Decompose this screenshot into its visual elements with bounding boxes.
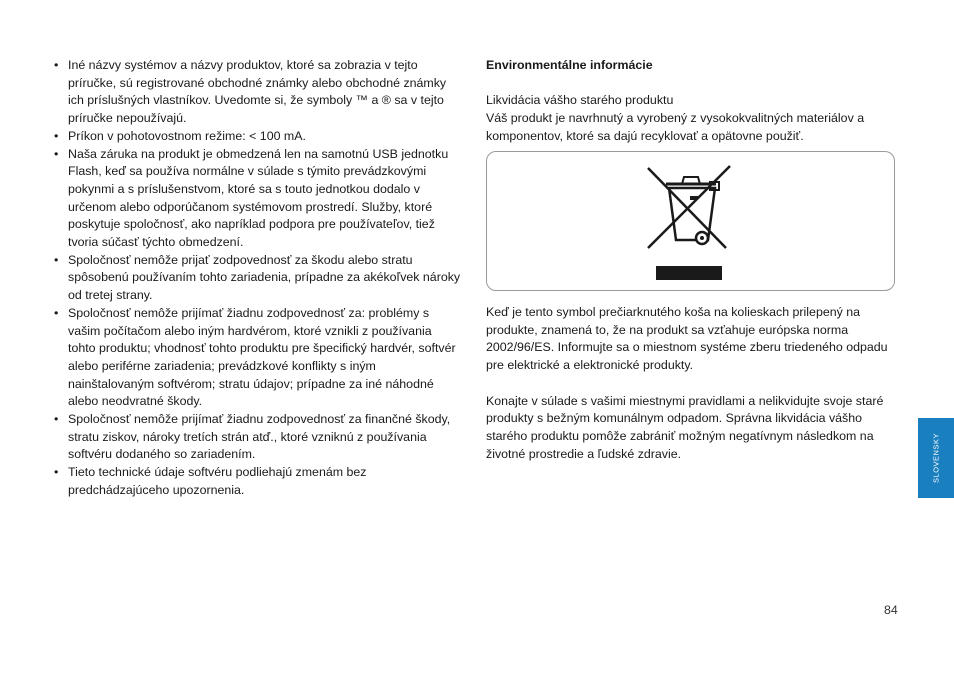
subheading: Likvidácia vášho starého produktu [486, 93, 674, 108]
list-item-text: Naša záruka na produkt je obmedzená len na samotnú USB jednotku Flash, keď sa používa normálne v súlade s týmito prevádzkovými pokynmi a s príslušenstvom, ktoré sa s touto jednotkou dodalo v určenom alebo odporúčanom systémovom prostredí. Služby, ktoré poskytuje spoločnosť, ako napríklad podpora pre používateľov, tiež tvoria súčasť týchto obmedzení. [68, 146, 449, 250]
bullet: • [54, 305, 59, 320]
list-item [52, 146, 462, 252]
intro-paragraph: Váš produkt je navrhnutý a vyrobený z vysokokvalitných materiálov a komponentov, ktoré sa dajú recyklovať a opätovne použiť. [486, 111, 865, 143]
section-title: Environmentálne informácie [486, 58, 653, 72]
right-column [486, 57, 898, 145]
list-item [52, 464, 462, 499]
list-item-text: Príkon v pohotovostnom režime: < 100 mA. [68, 128, 306, 143]
bullet: • [54, 252, 59, 267]
list-item [52, 57, 462, 128]
list-item [52, 252, 462, 305]
left-column [52, 57, 462, 500]
bullet: • [54, 58, 59, 72]
language-tab-label: SLOVENSKY [931, 433, 941, 483]
weee-symbol-box [486, 151, 895, 291]
list-item-text: Spoločnosť nemôže prijať zodpovednosť za škodu alebo stratu spôsobenú používaním tohto zariadenia, prípadne za akékoľvek nároky od tretej strany. [68, 252, 461, 303]
list-item-text: Spoločnosť nemôže prijímať žiadnu zodpovednosť za finančné škody, stratu ziskov, nároky tretích strán atď., ktoré vzniknú z používania softvéru dodaného so zariadením. [68, 412, 451, 462]
crossed-out-wheelie-bin-icon [642, 162, 742, 284]
bullet: • [54, 412, 59, 427]
list-item [52, 411, 462, 464]
disclaimer-list [52, 57, 462, 500]
symbol-explanation-paragraph: Keď je tento symbol prečiarknutého koša na kolieskach prilepený na produkte, znamená to, že na produkt sa vzťahuje európska norma 2002/96/ES. Informujte sa o miestnom systéme zberu triedeného odpadu pre elektrické a elektronické produkty. [486, 305, 888, 373]
list-item-text: Iné názvy systémov a názvy produktov, ktoré sa zobrazia v tejto príručke, sú registrované obchodné známky alebo obchodné známky ich príslušných vlastníkov. Uvedomte si, že symboly ™ a ® sa v tejto príručke nepoužívajú. [68, 58, 447, 126]
list-item [52, 128, 462, 146]
bullet: • [54, 128, 59, 143]
language-tab [918, 418, 954, 498]
bullet: • [54, 465, 59, 480]
list-item-text: Tieto technické údaje softvéru podliehajú zmenám bez predchádzajúceho upozornenia. [68, 465, 367, 497]
page-number: 84 [884, 603, 898, 617]
bullet: • [54, 146, 59, 161]
disposal-advice-paragraph: Konajte v súlade s vašimi miestnymi pravidlami a nelikvidujte svoje staré produkty s bežným komunálnym odpadom. Správna likvidácia vášho starého produktu pomôže zabrániť možným negatívnym následkom na životné prostredie a ľudské zdravie. [486, 393, 884, 461]
list-item-text: Spoločnosť nemôže prijímať žiadnu zodpovednosť za: problémy s vašim počítačom alebo iným hardvérom, ktoré vznikli z používania tohto produktu; vhodnosť tohto produktu pre špecifický hardvér, softvér alebo periférne zariadenia; prevádzkové konflikty s iným nainštalovaným softvérom; stratu údajov; prípadne za iné náhodné alebo neodvratné škody. [68, 305, 456, 409]
list-item [52, 305, 462, 411]
disposal-text [486, 304, 898, 463]
